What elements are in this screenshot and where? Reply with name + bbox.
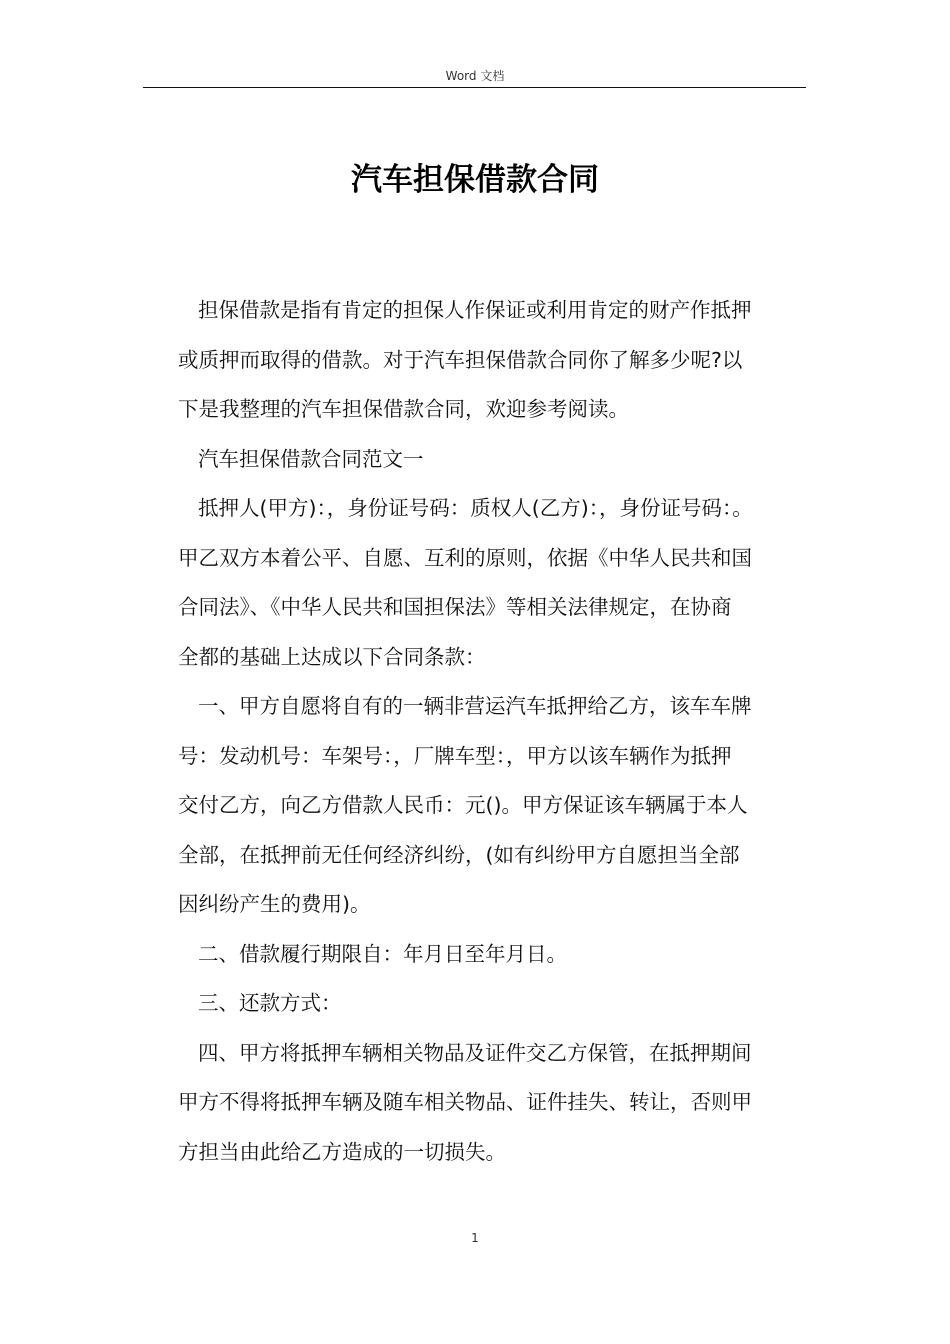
paragraph-sample-heading (178, 435, 806, 485)
paragraph-clause-4 (178, 1029, 806, 1178)
text-line: 二、借款履行期限自：年月日至年月日。 (198, 941, 567, 966)
text-line: 方担当由此给乙方造成的一切损失。 (178, 1139, 506, 1164)
text-line: 担保借款是指有肯定的担保人作保证或利用肯定的财产作抵押 (198, 298, 752, 322)
text-line: 或质押而取得的借款。对于汽车担保借款合同你了解多少呢?以 (178, 347, 743, 372)
text-line: 合同法》、《中华人民共和国担保法》等相关法律规定，在协商 (178, 595, 732, 619)
text-line: 甲方不得将抵押车辆及随车相关物品、证件挂失、转让，否则甲 (178, 1090, 752, 1114)
text-line: 全部，在抵押前无任何经济纠纷，(如有纠纷甲方自愿担当全部 (178, 842, 740, 867)
text-line: 一、甲方自愿将自有的一辆非营运汽车抵押给乙方，该车车牌 (198, 694, 752, 718)
page-number: 1 (471, 1231, 479, 1245)
text-line: 甲乙双方本着公平、自愿、互利的原则，依据《中华人民共和国 (178, 545, 752, 570)
text-line: 交付乙方，向乙方借款人民币：元()。甲方保证该车辆属于本人 (178, 793, 748, 817)
text-line: 号：发动机号：车架号：，厂牌车型：，甲方以该车辆作为抵押 (178, 743, 732, 768)
text-line: 全都的基础上达成以下合同条款： (178, 644, 486, 669)
page-header-text: Word 文档 (445, 69, 505, 83)
header-divider (143, 87, 806, 88)
text-line: 抵押人(甲方)：，身份证号码：质权人(乙方)：，身份证号码：。 (198, 496, 753, 520)
paragraph-intro (178, 286, 806, 435)
text-line: 因纠纷产生的费用)。 (178, 892, 371, 916)
paragraph-clause-2 (178, 930, 806, 980)
text-line: 三、还款方式： (198, 991, 342, 1015)
document-body (178, 286, 806, 1177)
paragraph-clause-3 (178, 979, 806, 1029)
paragraph-clause-1 (178, 682, 806, 930)
paragraph-parties (178, 484, 806, 682)
text-line: 四、甲方将抵押车辆相关物品及证件交乙方保管，在抵押期间 (198, 1040, 752, 1065)
document-title: 汽车担保借款合同 (351, 162, 599, 198)
text-line: 汽车担保借款合同范文一 (198, 446, 424, 471)
text-line: 下是我整理的汽车担保借款合同，欢迎参考阅读。 (178, 397, 629, 421)
